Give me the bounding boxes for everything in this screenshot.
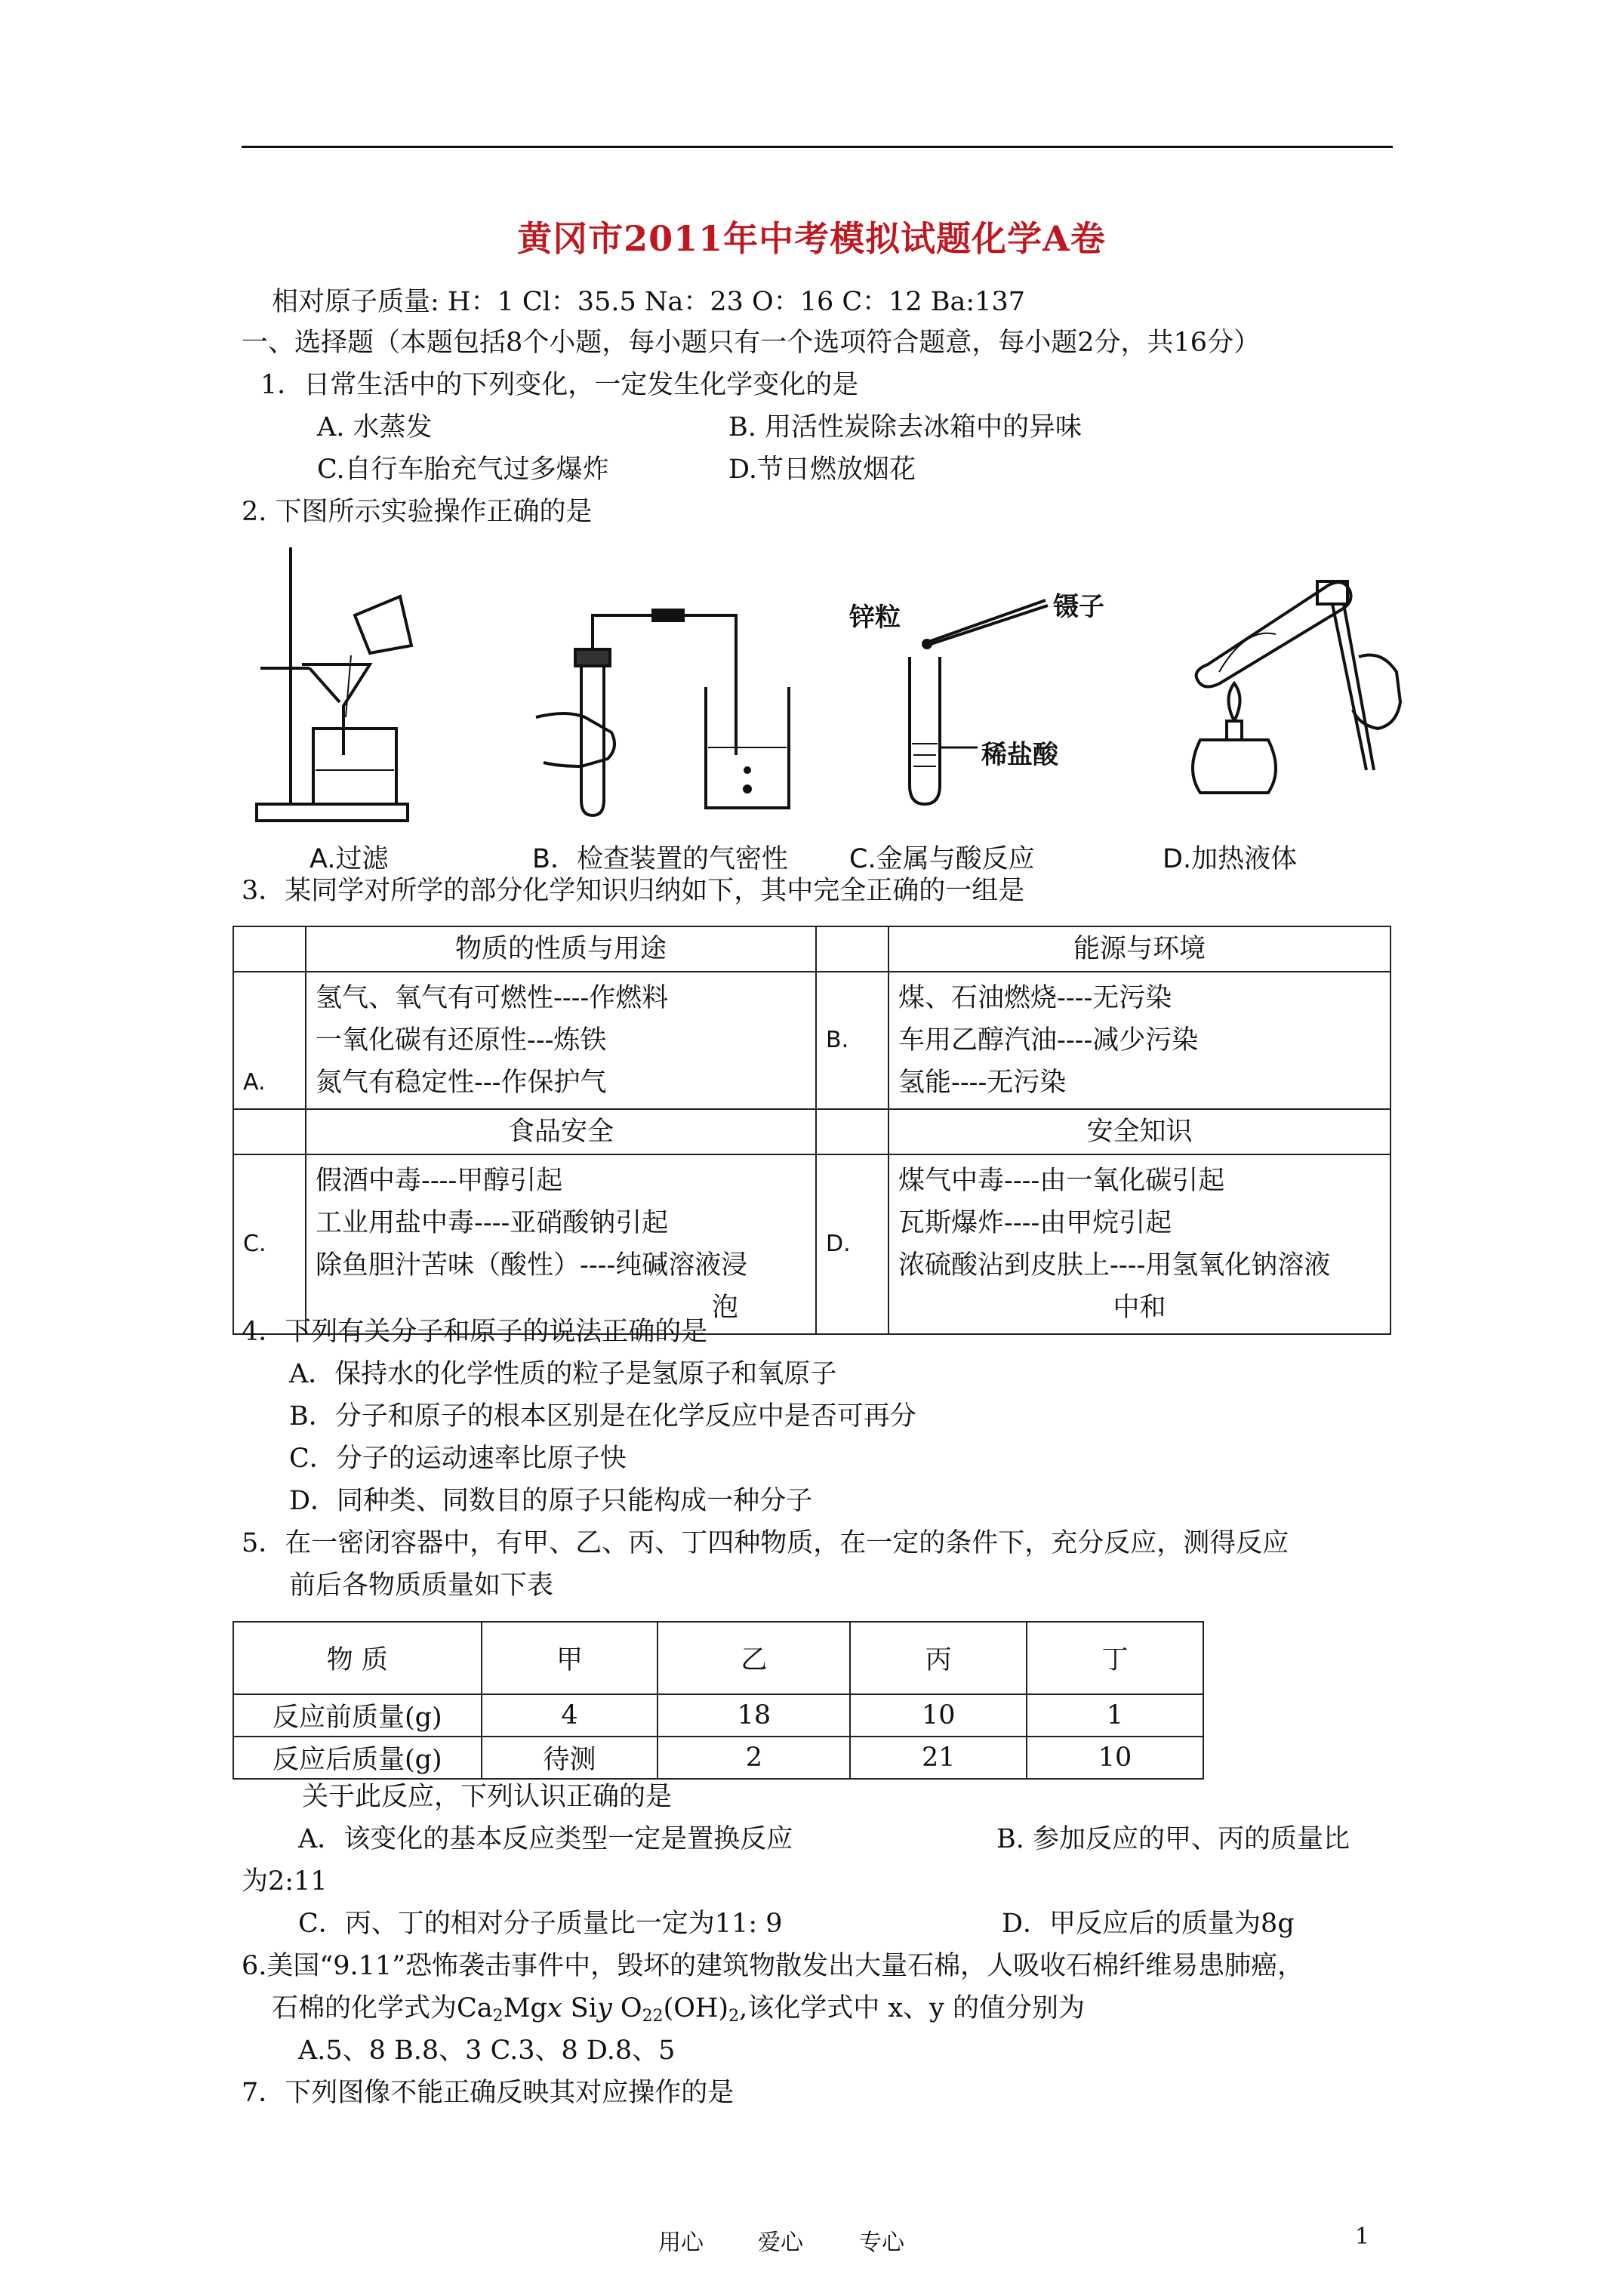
q3-cell-d: 煤气中毒----由一氧化碳引起 瓦斯爆炸----由甲烷引起 浓硫酸沾到皮肤上----用氢氧化钠溶液 中和	[888, 1154, 1390, 1334]
q3-head-energy: 能源与环境	[888, 926, 1390, 972]
section-heading: 一、选择题（本题包括8个小题，每小题只有一个选项符合题意，每小题2分，共16分）	[242, 328, 1261, 358]
q5-option-d: D．甲反应后的质量为8g	[1002, 1909, 1295, 1939]
q3-head-safety: 安全知识	[888, 1109, 1390, 1154]
q5-option-a: A．该变化的基本反应类型一定是置换反应	[298, 1824, 793, 1854]
q4-option-b: B．分子和原子的根本区别是在化学反应中是否可再分	[289, 1401, 916, 1432]
q3-label-c: C.	[233, 1154, 306, 1334]
tweezers-label: 镊子	[1053, 592, 1104, 622]
q1-option-a: A. 水蒸发	[317, 412, 433, 442]
q3-label-a: A.	[233, 972, 306, 1109]
q4-option-d: D．同种类、同数目的原子只能构成一种分子	[289, 1486, 813, 1516]
page-title: 黄冈市2011年中考模拟试题化学A卷	[517, 218, 1106, 259]
footer-motto-1: 用心	[658, 2230, 704, 2256]
q3-cell-b: 煤、石油燃烧----无污染 车用乙醇汽油----减少污染 氢能----无污染	[888, 972, 1390, 1109]
q4-option-a: A．保持水的化学性质的粒子是氢原子和氧原子	[289, 1359, 837, 1389]
footer-motto-2: 爱心	[758, 2230, 803, 2256]
heating-liquid-figure	[1155, 544, 1404, 831]
q5-stem-line2: 前后各物质质量如下表	[289, 1570, 554, 1601]
q1-option-c: C.自行车胎充气过多爆炸	[317, 455, 609, 485]
q3-label-b: B.	[816, 972, 888, 1109]
atomic-mass-line: 相对原子质量: H：1 Cl：35.5 Na：23 O：16 C：12 Ba:137	[272, 287, 1025, 317]
q5-ask: 关于此反应，下列认识正确的是	[302, 1782, 673, 1812]
q3-head-food: 食品安全	[306, 1109, 816, 1154]
caption-c: C.金属与酸反应	[849, 844, 1035, 874]
q6-stem-line1: 6.美国“9.11”恐怖袭击事件中，毁坏的建筑物散发出大量石棉，人吸收石棉纤维易患肺癌，	[242, 1951, 1304, 1981]
q3-cell-a: 氢气、氧气有可燃性----作燃料 一氧化碳有还原性---炼铁 氮气有稳定性---作保护气	[306, 972, 816, 1109]
table-row: 反应后质量(g) 待测 2 21 10	[233, 1737, 1203, 1779]
q1-stem: 1．日常生活中的下列变化，一定发生化学变化的是	[260, 370, 859, 400]
filtration-apparatus-figure	[249, 544, 415, 831]
table-row: 反应前质量(g) 4 18 10 1	[233, 1694, 1203, 1737]
q2-stem: 2. 下图所示实验操作正确的是	[242, 497, 593, 527]
zinc-label: 锌粒	[849, 603, 901, 633]
q4-option-c: C．分子的运动速率比原子快	[289, 1444, 627, 1474]
caption-a: A.过滤	[310, 844, 389, 874]
caption-d: D.加热液体	[1163, 844, 1298, 874]
q3-knowledge-table	[233, 926, 1391, 1335]
q6-options: A.5、8 B.8、3 C.3、8 D.8、5	[298, 2036, 676, 2066]
q1-option-d: D.节日燃放烟花	[728, 455, 916, 485]
page-number: 1	[1355, 2224, 1370, 2250]
q1-option-b: B. 用活性炭除去冰箱中的异味	[728, 412, 1082, 442]
airtightness-check-figure	[521, 604, 823, 823]
q3-label-d: D.	[816, 1154, 888, 1334]
q3-cell-c: 假酒中毒----甲醇引起 工业用盐中毒----亚硝酸钠引起 除鱼胆汁苦味（酸性）----纯碱溶液浸 泡	[306, 1154, 816, 1334]
q5-option-b: B. 参加反应的甲、丙的质量比	[996, 1824, 1350, 1854]
acid-label: 稀盐酸	[981, 740, 1058, 770]
q5-mass-table: 物 质 甲 乙 丙 丁 反应前质量(g) 4 18 10 1 反应后质量(g) 待测 2 21 10	[233, 1621, 1204, 1780]
q4-stem: 4．下列有关分子和原子的说法正确的是	[242, 1317, 708, 1347]
q3-head-properties: 物质的性质与用途	[306, 926, 816, 972]
q7-stem: 7．下列图像不能正确反映其对应操作的是	[242, 2078, 735, 2108]
caption-b: B．检查装置的气密性	[532, 844, 789, 874]
q5-stem-line1: 5．在一密闭容器中，有甲、乙、丙、丁四种物质，在一定的条件下，充分反应，测得反应	[242, 1528, 1289, 1558]
header-rule	[242, 146, 1393, 148]
q3-stem: 3．某同学对所学的部分化学知识归纳如下，其中完全正确的一组是	[242, 876, 1025, 906]
q5-option-c: C．丙、丁的相对分子质量比一定为11: 9	[298, 1909, 783, 1939]
q5-option-b-cont: 为2:11	[242, 1866, 328, 1897]
q6-formula-line: 石棉的化学式为Ca2Mgx Siy O22(OH)2,该化学式中 x、y 的值分别为	[272, 1993, 1085, 2026]
footer-motto-3: 专心	[859, 2230, 904, 2256]
